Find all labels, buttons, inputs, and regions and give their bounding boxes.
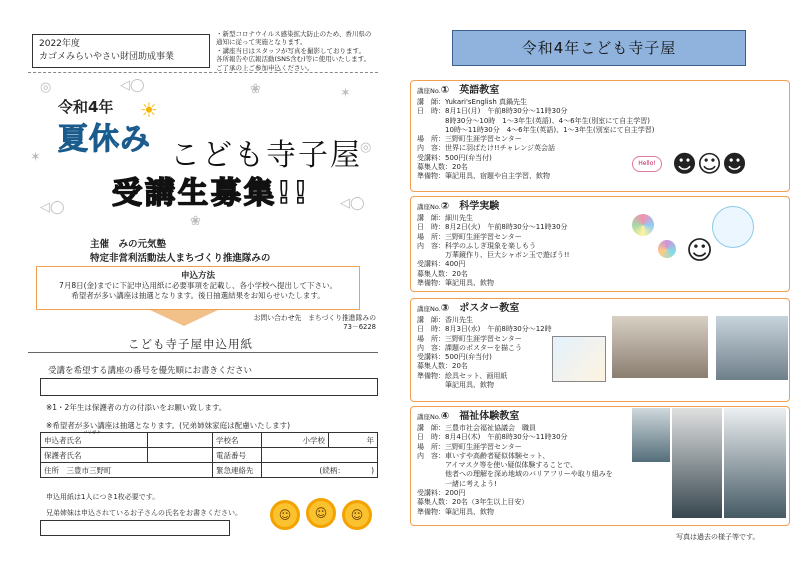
course-heading: [417, 302, 783, 316]
title-terakoya: こども寺子屋: [170, 138, 362, 173]
cell-label: 申込者氏名: [44, 435, 82, 445]
course-line: 日 時：8月1日(月) 午前8時30分～11時30分: [417, 107, 568, 116]
course-line: 講 師：香川先生: [417, 316, 473, 324]
course-line: アイマスク等を使い疑似体験することで、: [417, 461, 578, 470]
english-illustration: [632, 150, 752, 186]
course-line: 場 所：三野町生涯学習センター: [417, 232, 522, 241]
school-field[interactable]: 小学校: [262, 433, 329, 448]
notice-line: ご了承の上ご参加申込ください。: [216, 63, 314, 72]
notice-line: 各所報告や広報活動(SNS含む)等に使用いたします。: [216, 55, 371, 64]
address-field[interactable]: 住所 三豊市三野町: [41, 463, 213, 478]
divider: [28, 352, 378, 353]
organizer-main: 主催 みの元気塾: [90, 239, 167, 250]
apply-title: 申込方法: [180, 271, 215, 281]
fish-icon: ◁◯: [120, 78, 145, 93]
course-line: 受講料：400円: [417, 260, 466, 269]
fish-icon: ◁◯: [340, 196, 365, 211]
course-line: 場 所：三野町生涯学習センター: [417, 334, 522, 343]
course-name: 英語教室: [459, 85, 500, 96]
shell-icon: ◎: [360, 140, 372, 155]
grade-field[interactable]: 年: [329, 433, 378, 448]
form-note: ※希望者が多い講座は抽選となります。(兄弟姉妹家庭は配慮いたします): [46, 421, 291, 430]
banner-title: 令和4年こども寺子屋: [452, 30, 746, 66]
course-line: 内 容：課題のポスターを描こう: [417, 343, 522, 352]
sponsor-box: [32, 34, 210, 68]
course-line: 場 所：三野町生涯学習センター: [417, 135, 522, 144]
course-line: 準備物：筆記用具、宿題や自主学習、飲物: [417, 172, 550, 181]
emergency-label: 緊急連絡先: [213, 463, 262, 478]
course-line: 講 師：三豊市社会福祉協議会 職員: [417, 424, 536, 432]
course-prefix: 講座No.: [417, 87, 441, 95]
apply-method-box: [36, 266, 360, 310]
form-note: 兄弟姉妹は申込されているお子さんの氏名をお書きください。: [46, 509, 242, 517]
course-prefix: 講座No.: [417, 413, 441, 421]
starfish-icon: ✶: [30, 150, 41, 165]
course-line: 8時30分～10時 1～3年生(英語)、4～6年生(別室にて自主学習): [417, 116, 651, 125]
bubble-icon: [712, 206, 754, 248]
course-prefix: 講座No.: [417, 305, 441, 313]
organizers: [90, 238, 270, 266]
emergency-field[interactable]: (続柄： ): [262, 463, 378, 478]
course-line: 万華鏡作り、巨大シャボン玉で遊ぼう!!: [417, 251, 570, 260]
guardian-name-label: 保護者氏名: [41, 448, 148, 463]
organizer-second: 特定非営利活動法人まちづくり推進隊みの: [90, 253, 271, 264]
table-row: [41, 463, 378, 478]
title-year: 令和4年: [58, 98, 114, 116]
welfare-photo: [672, 408, 722, 518]
arrow-down-icon: [150, 310, 218, 326]
ruby-label: フリガナ: [83, 431, 101, 436]
course-line: 受講料：200円: [417, 489, 466, 498]
course-choice-field[interactable]: [40, 378, 378, 396]
sunflower-icon: ☺: [306, 498, 336, 528]
applicant-name-field[interactable]: [148, 433, 213, 448]
fish-icon: ◁◯: [40, 200, 65, 215]
sponsor-name: カゴメみらいやさい財団助成事業: [39, 52, 175, 62]
course-number: ④: [440, 411, 450, 422]
course-line: 受講料：500円(弁当付): [417, 353, 492, 362]
sibling-name-field[interactable]: [40, 520, 230, 536]
welfare-photo: [724, 408, 786, 518]
sponsor-year: 2022年度: [39, 39, 80, 49]
starfish-icon: ✶: [340, 86, 351, 101]
kaleidoscope-icon: [658, 240, 676, 258]
form-title: こども寺子屋申込用紙: [128, 337, 253, 351]
course-line: 募集人数：20名: [417, 362, 468, 371]
right-page: [400, 0, 800, 566]
sunflower-icon: ☺: [270, 500, 300, 530]
girl-icon: ☺: [686, 236, 714, 266]
phone-field[interactable]: [262, 448, 378, 463]
course-line: 他者への理解を深め地域のバリアフリーや取り組みを: [417, 470, 613, 479]
course-name: ポスター教室: [459, 303, 520, 314]
course-line: 内 容：車いすや高齢者疑似体験セット、: [417, 451, 550, 460]
notice-line: ・新型コロナウイルス感染拡大防止のため、香川県の: [216, 30, 372, 38]
divider: [28, 72, 378, 73]
course-number: ①: [440, 85, 450, 96]
course-line: 筆記用具、飲物: [417, 381, 494, 390]
course-line: 場 所：三野町生涯学習センター: [417, 442, 522, 451]
course-line: 準備物：筆記用具、飲物: [417, 507, 494, 516]
course-line: 日 時：8月3日(水) 午前8時30分～12時: [417, 325, 552, 334]
children-icon: ☻☺☻: [672, 150, 748, 178]
course-number: ③: [440, 303, 450, 314]
course-line: 内 容：科学のふしぎ現象を楽しもう: [417, 241, 536, 250]
apply-line: 7月8日(金)までに下記申込用紙に必要事項を記載し、各小学校へ提出して下さい。: [59, 281, 337, 290]
shell-icon: ❀: [190, 214, 201, 229]
photo-note: 写真は過去の様子等です。: [676, 533, 760, 541]
guardian-name-field[interactable]: [148, 448, 213, 463]
course-line: 受講料：500円(弁当付): [417, 153, 492, 162]
title-recruit: 受講生募集!!: [112, 176, 311, 211]
course-heading: [417, 84, 783, 98]
contact-line: お問い合わせ先 まちづくり推進隊みの: [253, 314, 376, 322]
title-natsu: 夏休み: [58, 122, 151, 157]
course-line: 準備物：筆記用具、飲物: [417, 279, 494, 288]
course-line: 募集人数：20名: [417, 163, 468, 172]
poster-class-photo: [716, 316, 788, 380]
course-line: 準備物：絵具セット、画用紙: [417, 371, 508, 380]
contact-phone: 73－6228: [343, 322, 376, 331]
notice-line: 通知に従って実施となります。: [216, 38, 307, 47]
paint-set-illustration: [552, 336, 606, 382]
course-line: 10時～11時30分 4～6年生(英語)、1～3年生(別室にて自主学習): [417, 125, 655, 134]
course-line: 募集人数：20名: [417, 269, 468, 278]
application-form-table: [40, 432, 378, 478]
sun-icon: ☀: [140, 98, 158, 122]
course-line: 一緒に考えよう!: [417, 479, 497, 488]
covid-notice: [216, 30, 396, 72]
kaleidoscope-icon: [632, 214, 654, 236]
phone-label: 電話番号: [213, 448, 262, 463]
shell-icon: ❀: [250, 82, 261, 97]
apply-line: 希望者が多い講座は抽選となります。後日抽選結果をお知らせいたします。: [71, 291, 325, 300]
course-line: 募集人数：20名（3年生以上目安）: [417, 498, 529, 507]
course-number: ②: [440, 201, 450, 212]
course-line: 日 時：8月2日(火) 午前8時30分～11時30分: [417, 223, 568, 232]
course-line: 内 容：世界に羽ばたけ!!チャレンジ英会話: [417, 144, 556, 153]
sunflower-icon: ☺: [342, 500, 372, 530]
school-label: 学校名: [213, 433, 262, 448]
table-row: [41, 433, 378, 448]
contact-info: [246, 314, 376, 331]
course-name: 科学実験: [459, 201, 500, 212]
poster-class-photo: [612, 316, 708, 378]
table-row: [41, 448, 378, 463]
notice-line: ・講座当日はスタッフが写真を撮影しております。: [216, 46, 365, 55]
course-line: 講 師：Yukari'sEnglish 真鍋先生: [417, 98, 528, 106]
course-line: 講 師：細川先生: [417, 214, 473, 222]
form-note: 申込用紙は1人につき1枚必要です。: [46, 493, 160, 501]
shell-icon: ◎: [40, 80, 52, 95]
course-line: 日 時：8月4日(木) 午前8時30分～11時30分: [417, 433, 568, 442]
form-instruction: 受講を希望する講座の番号を優先順にお書きください: [48, 366, 253, 376]
applicant-name-label: [41, 433, 148, 448]
form-note: ※1・2年生は保護者の方の付添いをお願い致します。: [46, 403, 227, 412]
welfare-photo: [632, 408, 670, 462]
hello-bubble: Hello!: [632, 156, 662, 172]
course-prefix: 講座No.: [417, 203, 441, 211]
course-name: 福祉体験教室: [459, 411, 520, 422]
